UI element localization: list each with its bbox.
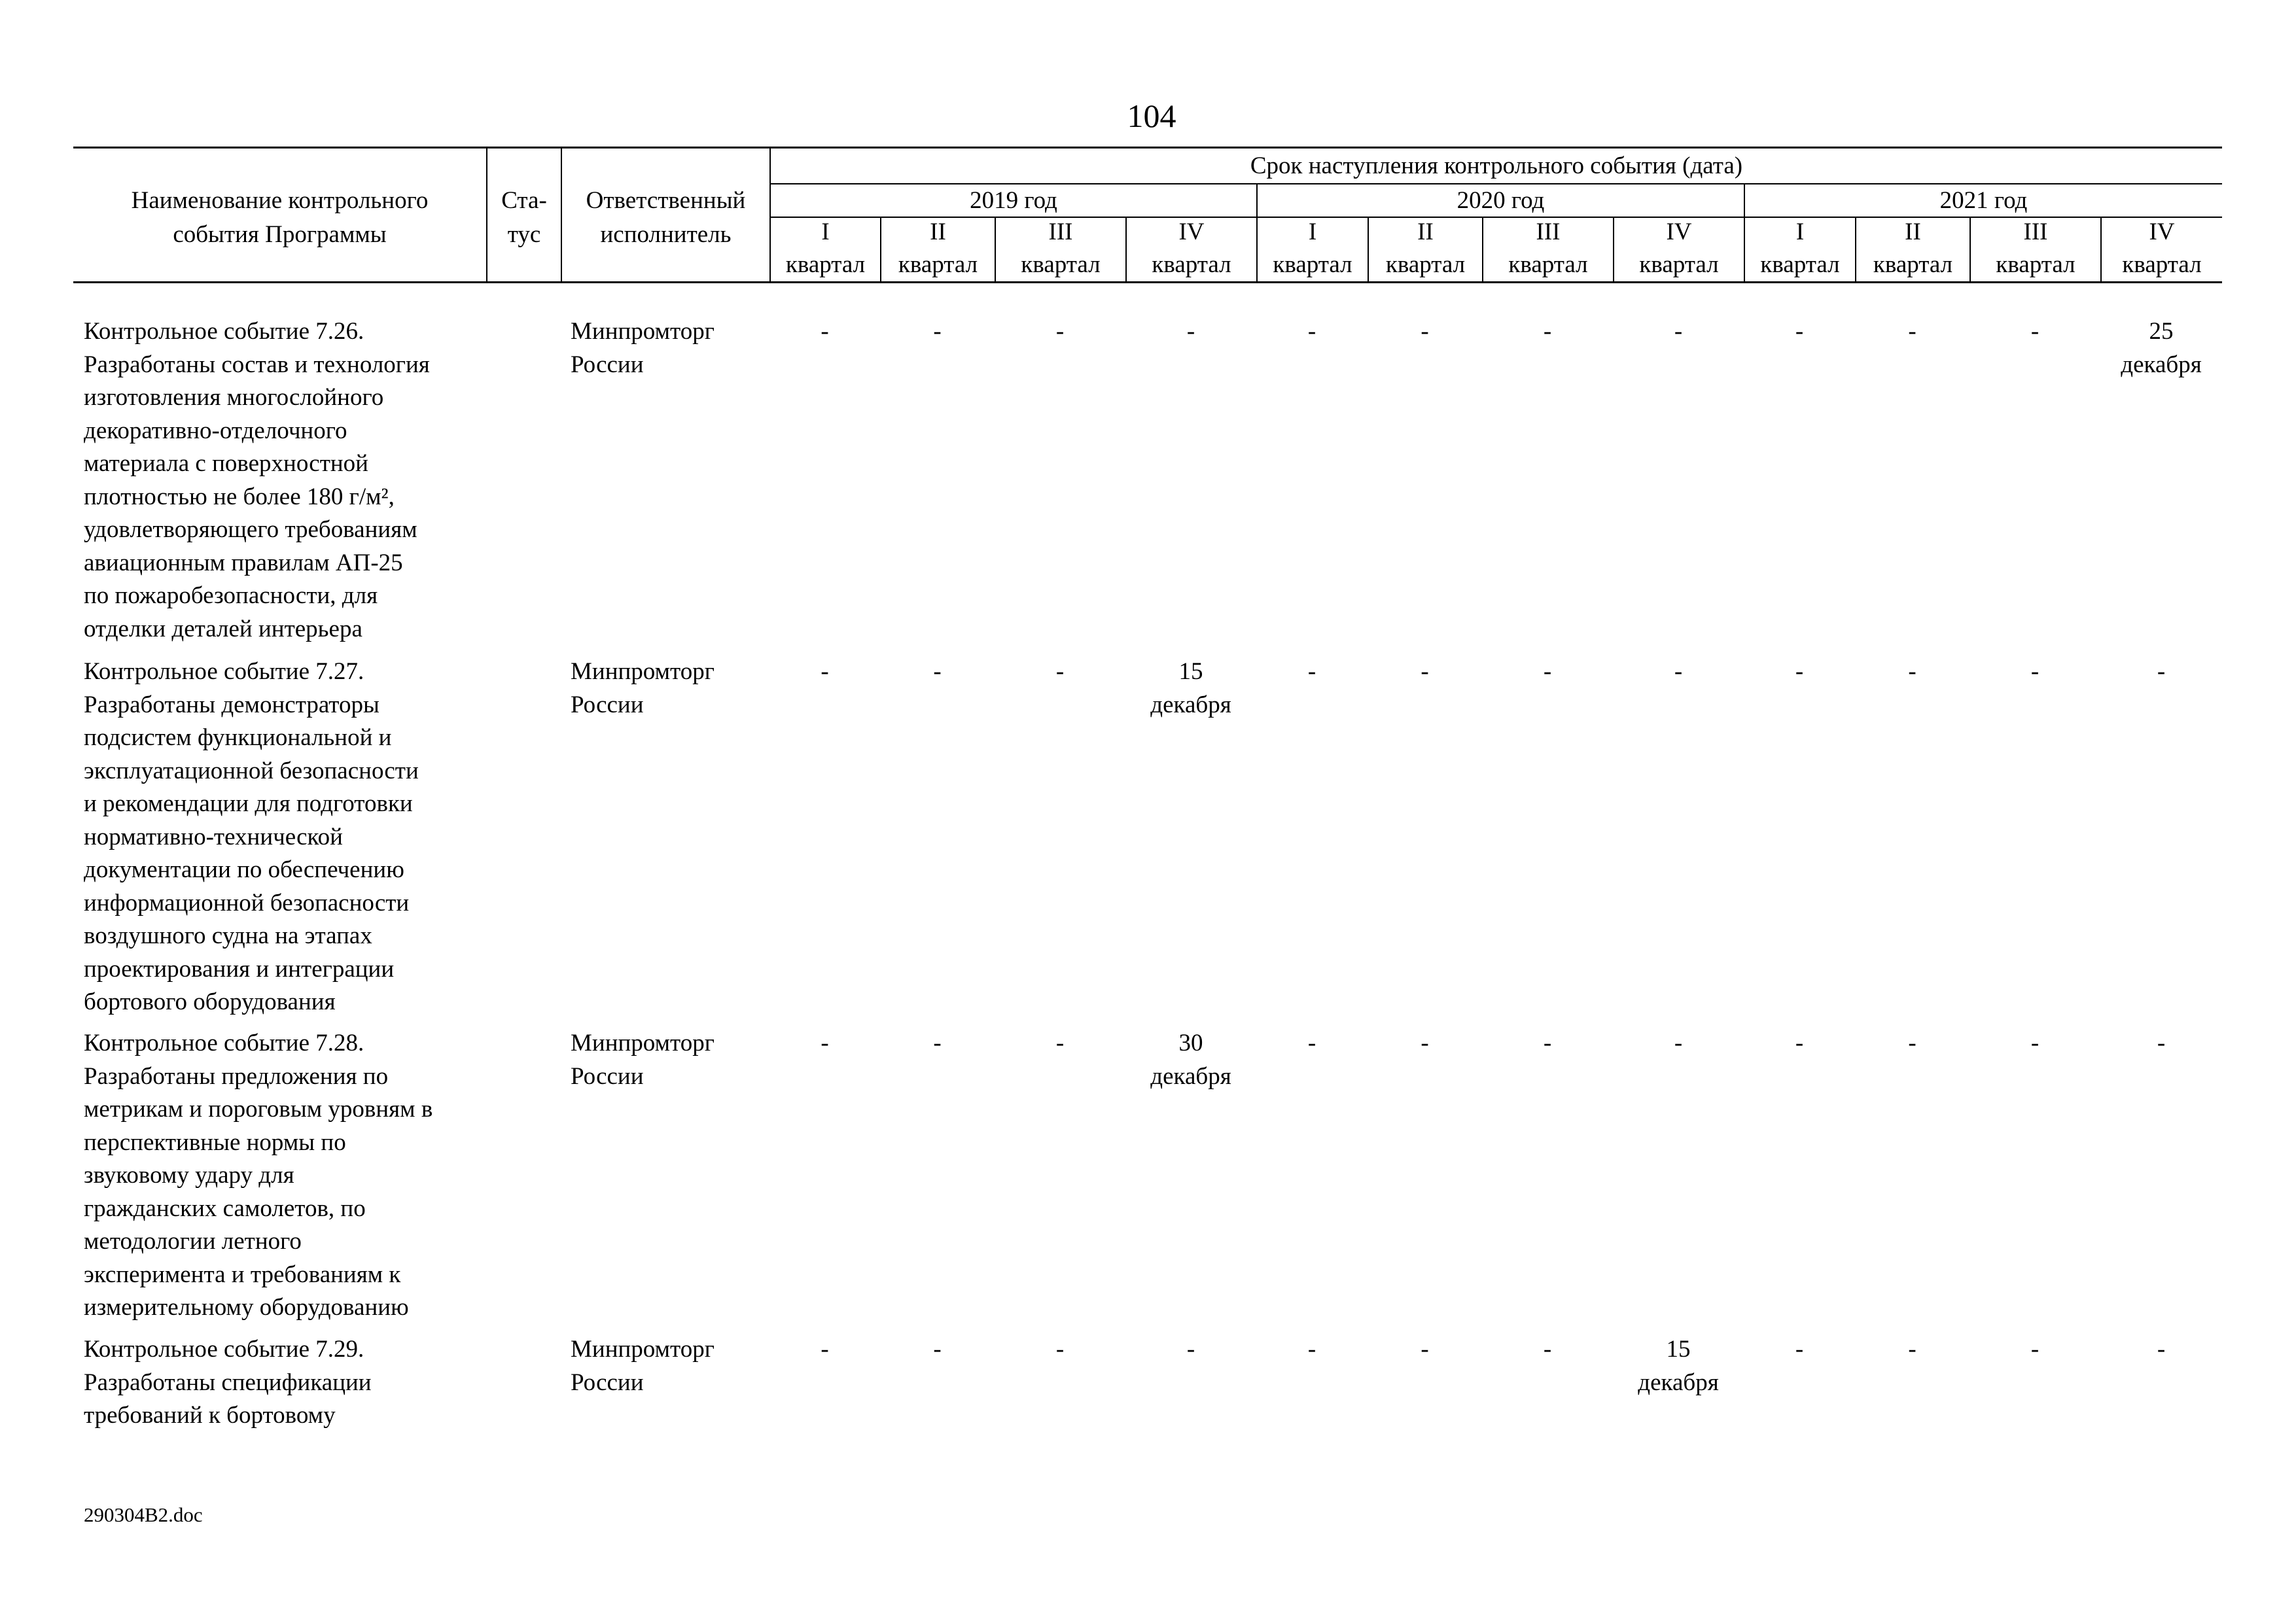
event-responsible: Минпромторг России <box>571 1030 715 1090</box>
quarter-cell: 30 декабря <box>1150 1030 1231 1090</box>
quarter-cell: - <box>1674 1030 1683 1056</box>
quarter-header <box>2102 216 2222 281</box>
quarter-word: квартал <box>785 251 866 278</box>
quarter-cell: - <box>1055 658 1065 685</box>
event-name: Контрольное событие 7.29. Разработаны спецификации требований к бортовому <box>84 1336 372 1429</box>
quarter-cell: - <box>933 318 942 345</box>
quarter-header <box>1856 216 1969 281</box>
quarter-word: квартал <box>1273 251 1352 278</box>
quarter-numeral: III <box>1048 218 1073 245</box>
quarter-word: квартал <box>1873 251 1953 278</box>
quarter-word: квартал <box>1639 251 1719 278</box>
quarter-cell: - <box>2030 318 2040 345</box>
quarter-cell: - <box>1186 318 1195 345</box>
quarter-header <box>1745 216 1855 281</box>
quarter-cell: 15 декабря <box>1638 1336 1719 1396</box>
event-name: Контрольное событие 7.27. Разработаны демонстраторы подсистем функциональной и эксплуатационной безопасности и рекомендации для подготовки нормативно-технической документации по обеспечению информационной безопасности воздушного судна на этапах проектирования и интеграции бортового оборудования <box>84 658 419 1015</box>
quarter-cell: - <box>1421 318 1429 345</box>
quarter-cell: - <box>2030 1336 2040 1363</box>
quarter-numeral: IV <box>1178 218 1205 245</box>
quarter-cell: - <box>933 1336 942 1363</box>
quarter-cell: - <box>1674 658 1683 685</box>
quarter-header <box>881 216 995 281</box>
quarter-cell: - <box>1307 658 1316 685</box>
quarter-word: квартал <box>1508 251 1588 278</box>
quarter-numeral: I <box>821 218 830 245</box>
quarter-header <box>996 216 1125 281</box>
header-name-col: Наименование контрольного события Программы <box>131 187 429 248</box>
quarter-cell: - <box>1307 1030 1316 1056</box>
quarter-cell: 25 декабря <box>2121 318 2202 378</box>
table-top-rule <box>73 147 2222 148</box>
header-year: 2021 год <box>1939 187 2028 214</box>
quarter-cell: - <box>821 1336 829 1363</box>
quarter-cell: - <box>1543 658 1552 685</box>
quarter-cell: - <box>1795 318 1804 345</box>
quarter-header <box>1483 216 1613 281</box>
quarter-numeral: III <box>2023 218 2048 245</box>
quarter-cell: - <box>1908 1030 1916 1056</box>
quarter-word: квартал <box>1996 251 2075 278</box>
quarter-cell: - <box>1421 1336 1429 1363</box>
quarter-cell: - <box>1543 1030 1552 1056</box>
quarter-cell: - <box>821 318 829 345</box>
quarter-cell: - <box>1908 318 1916 345</box>
quarter-cell: - <box>1543 1336 1552 1363</box>
event-name: Контрольное событие 7.26. Разработаны состав и технология изготовления многослойного декоративно-отделочного материала с поверхностной плотностью не более 180 г/м², удовлетворяющего требованиям авиационным правилам АП-25 по пожаробезопасности, для отделки деталей интерьера <box>84 318 430 642</box>
quarter-cell: - <box>2030 1030 2040 1056</box>
quarter-cell: - <box>1795 1030 1804 1056</box>
quarter-cell: - <box>2157 1336 2166 1363</box>
quarter-cell: - <box>1795 1336 1804 1363</box>
quarter-cell: - <box>2157 658 2166 685</box>
quarter-word: квартал <box>2122 251 2202 278</box>
quarter-word: квартал <box>1385 251 1466 278</box>
quarter-header <box>1258 216 1368 281</box>
quarter-cell: - <box>1186 1336 1195 1363</box>
header-deadline-title: Срок наступления контрольного события (дата) <box>1250 152 1743 179</box>
quarter-cell: - <box>1908 658 1916 685</box>
quarter-cell: 15 декабря <box>1150 658 1231 718</box>
page-number: 104 <box>1127 97 1176 134</box>
quarter-word: квартал <box>1152 251 1231 278</box>
event-responsible: Минпромторг России <box>571 318 715 378</box>
quarter-header <box>1614 216 1744 281</box>
quarter-cell: - <box>933 658 942 685</box>
table-header-bottom-rule <box>73 281 2222 283</box>
quarter-numeral: IV <box>2149 218 2175 245</box>
quarter-cell: - <box>933 1030 942 1056</box>
quarter-numeral: I <box>1308 218 1317 245</box>
quarter-cell: - <box>1307 318 1316 345</box>
quarter-numeral: I <box>1795 218 1805 245</box>
quarter-cell: - <box>1543 318 1552 345</box>
quarter-numeral: II <box>1905 218 1921 245</box>
quarter-numeral: III <box>1536 218 1561 245</box>
event-responsible: Минпромторг России <box>571 658 715 718</box>
quarter-cell: - <box>821 1030 829 1056</box>
header-year: 2020 год <box>1457 187 1545 214</box>
quarter-header <box>771 216 880 281</box>
quarter-cell: - <box>2030 658 2040 685</box>
quarter-numeral: II <box>1417 218 1434 245</box>
quarter-word: квартал <box>898 251 978 278</box>
header-status-col: Ста- тус <box>501 187 547 248</box>
quarter-cell: - <box>1055 1336 1065 1363</box>
quarter-cell: - <box>1421 1030 1429 1056</box>
quarter-cell: - <box>1421 658 1429 685</box>
quarter-cell: - <box>1795 658 1804 685</box>
quarter-cell: - <box>821 658 829 685</box>
quarter-cell: - <box>1307 1336 1316 1363</box>
quarter-header <box>1127 216 1256 281</box>
quarter-cell: - <box>1674 318 1683 345</box>
quarter-header <box>1971 216 2100 281</box>
event-name: Контрольное событие 7.28. Разработаны предложения по метрикам и пороговым уровням в перспективные нормы по звуковому удару для гражданских самолетов, по методологии летного эксперимента и требованиям к измерительному оборудованию <box>84 1030 433 1321</box>
quarter-word: квартал <box>1021 251 1101 278</box>
quarter-cell: - <box>1055 1030 1065 1056</box>
header-year: 2019 год <box>970 187 1057 214</box>
event-responsible: Минпромторг России <box>571 1336 715 1396</box>
quarter-word: квартал <box>1760 251 1840 278</box>
quarter-cell: - <box>1908 1336 1916 1363</box>
quarter-cell: - <box>1055 318 1065 345</box>
quarter-numeral: IV <box>1666 218 1692 245</box>
header-responsible-col: Ответственный исполнитель <box>586 187 746 248</box>
quarter-cell: - <box>2157 1030 2166 1056</box>
quarter-numeral: II <box>930 218 946 245</box>
quarter-header <box>1369 216 1482 281</box>
footer-filename: 290304B2.doc <box>84 1503 203 1526</box>
